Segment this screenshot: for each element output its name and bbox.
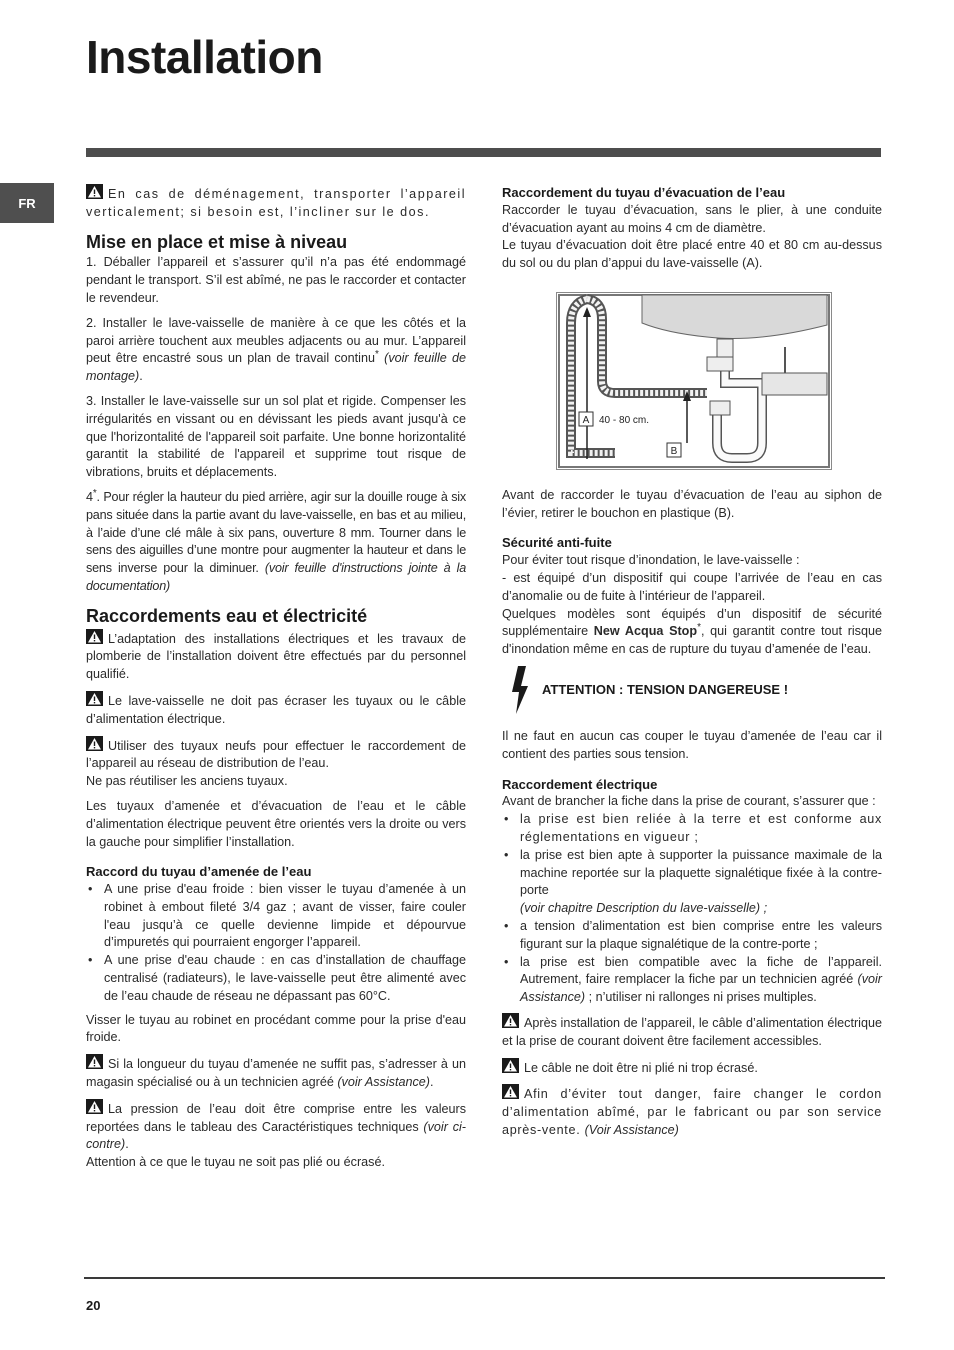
- placement-step-3: 3. Installer le lave-vaisselle sur un sol plat et rigide. Compenser les irrégularités en vissant ou en dévissant les pieds avant jusqu'à ce que l'horizontalité de l'appareil soit parfaite. Une bonne horizontalité garantit la stabilité de l'appareil et supprime tout risque de vibrations, bruits et déplacements.: [86, 393, 466, 480]
- diagram-label-b: B: [670, 445, 678, 457]
- placement-step-1: 1. Déballer l’appareil et s’assurer qu’il n’a pas été endommagé pendant le transport. S’il est abîmé, ne pas le raccorder et contacter le revendeur.: [86, 255, 466, 305]
- warning-icon: [86, 1054, 103, 1069]
- placement-step-4: 4*. Pour régler la hauteur du pied arrière, agir sur la douille rouge à six pans située dans la partie avant du lave-vaisselle, en bas et au milieu, à l’aide d’une clé mâle à six pans, ouverture 8 mm. Tourner dans le sens des aiguilles d’une montre pour augmenter la hauteur et dans le sens inverse pour la diminuer. (voir feuille d'instructions jointe à la documentation): [86, 487, 467, 593]
- leak-safety-text-1: Pour éviter tout risque d’inondation, le lave-vaisselle :: [502, 553, 800, 568]
- list-item: • A une prise d'eau chaude : en cas d’installation de chauffage centralisé (radiateurs), le lave-vaisselle peut être alimenté avec de l’eau chaude de réseau ne dépassant pas 60°C.: [86, 952, 466, 1005]
- leak-safety-text-4: Il ne faut en aucun cas couper le tuyau d’amenée de l’eau car il contient des parties sous tension.: [502, 728, 882, 761]
- inlet-final-note: Attention à ce que le tuyau ne soit pas plié ou écrasé.: [86, 1155, 385, 1170]
- warning-icon: [502, 1084, 519, 1099]
- attention-box: [510, 666, 882, 714]
- section-title-placement: Mise en place et mise à niveau: [86, 231, 348, 252]
- electrical-warning-3: Afin d’éviter tout danger, faire changer le cordon d’alimentation abîmé, par le fabricant ou par son service après-vente. (Voir Assistance): [502, 1084, 882, 1139]
- inlet-warning-2: La pression de l’eau doit être comprise entre les valeurs reportées dans le tableau des Caractéristiques techniques (voir ci-contre).: [86, 1099, 466, 1154]
- warning-icon: [86, 1099, 103, 1114]
- leak-safety-text-2: - est équipé d’un dispositif qui coupe l’arrivée de l’eau en cas d’anomalie ou de fuite à l’intérieur de l’appareil.: [502, 570, 882, 603]
- electrical-warning-2: Le câble ne doit être ni plié ni trop écrasé.: [502, 1058, 882, 1078]
- connections-warning-1: L’adaptation des installations électriques et les travaux de plomberie de l’installation doivent être effectués par du personnel qualifié.: [86, 629, 466, 684]
- connections-warning-3: Utiliser des tuyaux neufs pour effectuer le raccordement de l’appareil au réseau de distribution de l’eau. Ne pas réutiliser les anciens tuyaux.: [86, 736, 466, 791]
- subsection-title-drain: Raccordement du tuyau d’évacuation de l’eau: [502, 185, 786, 200]
- list-item: • A une prise d'eau froide : bien visser le tuyau d’amenée à un robinet à embout fileté 3/4 gaz ; avant de visser, faire couler l'eau jusqu’à ce quelle devienne limpide et dépourvue d’impuretés qui pourraient engorger l’appareil.: [86, 881, 466, 952]
- drain-text-1: Raccorder le tuyau d’évacuation, sans le plier, à une conduite d’évacuation ayant au moins 4 cm de diamètre.: [502, 202, 882, 235]
- left-column: [86, 184, 466, 1179]
- subsection-title-leak-safety: Sécurité anti-fuite: [502, 535, 612, 551]
- list-item: • la prise est bien compatible avec la fiche de l’appareil. Autrement, faire remplacer la fiche par un technicien agréé (voir Assistance) ; n’utiliser ni rallonges ni prises multiples.: [502, 954, 882, 1007]
- list-item: • a tension d’alimentation est bien comprise entre les valeurs figurant sur la plaque signalétique de la contre-porte ;: [502, 918, 882, 954]
- attention-label: ATTENTION : TENSION DANGEREUSE !: [542, 682, 789, 698]
- connections-orientation: Les tuyaux d’amenée et d’évacuation de l’eau et le câble d’alimentation électrique peuvent être orientés vers la droite ou vers la gauche pour simplifier l’installation.: [86, 798, 466, 849]
- intro-warning: En cas de déménagement, transporter l’appareil verticalement; si besoin est, l’incliner sur le dos.: [86, 184, 466, 222]
- page-number: 20: [86, 1298, 101, 1313]
- inlet-list: [86, 881, 466, 1006]
- section-title-connections: Raccordements eau et électricité: [86, 605, 368, 626]
- page-title: Installation: [86, 31, 323, 83]
- warning-icon: [86, 629, 103, 644]
- subsection-title-inlet: Raccord du tuyau d’amenée de l’eau: [86, 864, 312, 880]
- drain-text-3: Avant de raccorder le tuyau d’évacuation de l’eau au siphon de l’évier, retirer le bouchon en plastique (B).: [502, 487, 882, 520]
- warning-icon: [502, 1013, 519, 1028]
- lightning-icon: [510, 666, 532, 714]
- drain-height-diagram: [556, 292, 832, 470]
- subsection-title-electrical: Raccordement électrique: [502, 776, 658, 792]
- footer-rule: [84, 1277, 885, 1279]
- list-item: • la prise est bien reliée à la terre et est conforme aux réglementations en vigueur ;: [502, 811, 882, 847]
- inlet-warning-1: Si la longueur du tuyau d’amenée ne suffit pas, s’adresser à un magasin spécialisé ou à un technicien agréé (voir Assistance).: [86, 1054, 466, 1092]
- warning-icon: [86, 184, 103, 199]
- connections-warning-2: Le lave-vaisselle ne doit pas écraser les tuyaux ou le câble d’alimentation électrique.: [86, 691, 466, 729]
- warning-icon: [502, 1058, 519, 1073]
- title-rule: [86, 148, 881, 157]
- electrical-intro: Avant de brancher la fiche dans la prise de courant, s’assurer que :: [502, 794, 876, 809]
- placement-step-2: 2. Installer le lave-vaisselle de manière à ce que les côtés et la paroi arrière touchent aux meubles adjacents ou au mur. L’appareil peut être encastré sous un plan de travail continu* (voir feuille de montage).: [86, 315, 467, 384]
- leak-safety-text-3: Quelques modèles sont équipés d’un dispositif de sécurité supplémentaire New Acqua Stop*, qui garantit contre tout risque d'inondation même en cas de rupture du tuyau d’amenée de l’eau.: [502, 606, 882, 657]
- inlet-note: Visser le tuyau au robinet en procédant comme pour la prise d'eau froide.: [86, 1012, 466, 1045]
- electrical-warning-1: Après installation de l’appareil, le câble d’alimentation électrique et la prise de courant doivent être facilement accessibles.: [502, 1013, 882, 1051]
- list-item: • la prise est bien apte à supporter la puissance maximale de la machine reportée sur la plaquette signalétique fixée à la contre-porte (voir chapitre Description du lave-vaisselle) ;: [502, 847, 882, 918]
- electrical-list: [502, 811, 882, 1007]
- warning-icon: [86, 736, 103, 751]
- diagram-label-a: A: [582, 414, 590, 426]
- warning-icon: [86, 691, 103, 706]
- right-column: [502, 184, 882, 1147]
- drain-text-2: Le tuyau d’évacuation doit être placé entre 40 et 80 cm au-dessus du sol ou du plan d’appui du lave-vaisselle (A).: [502, 238, 882, 271]
- language-tab: FR: [0, 183, 54, 223]
- diagram-range-label: 40 - 80 cm.: [599, 414, 650, 426]
